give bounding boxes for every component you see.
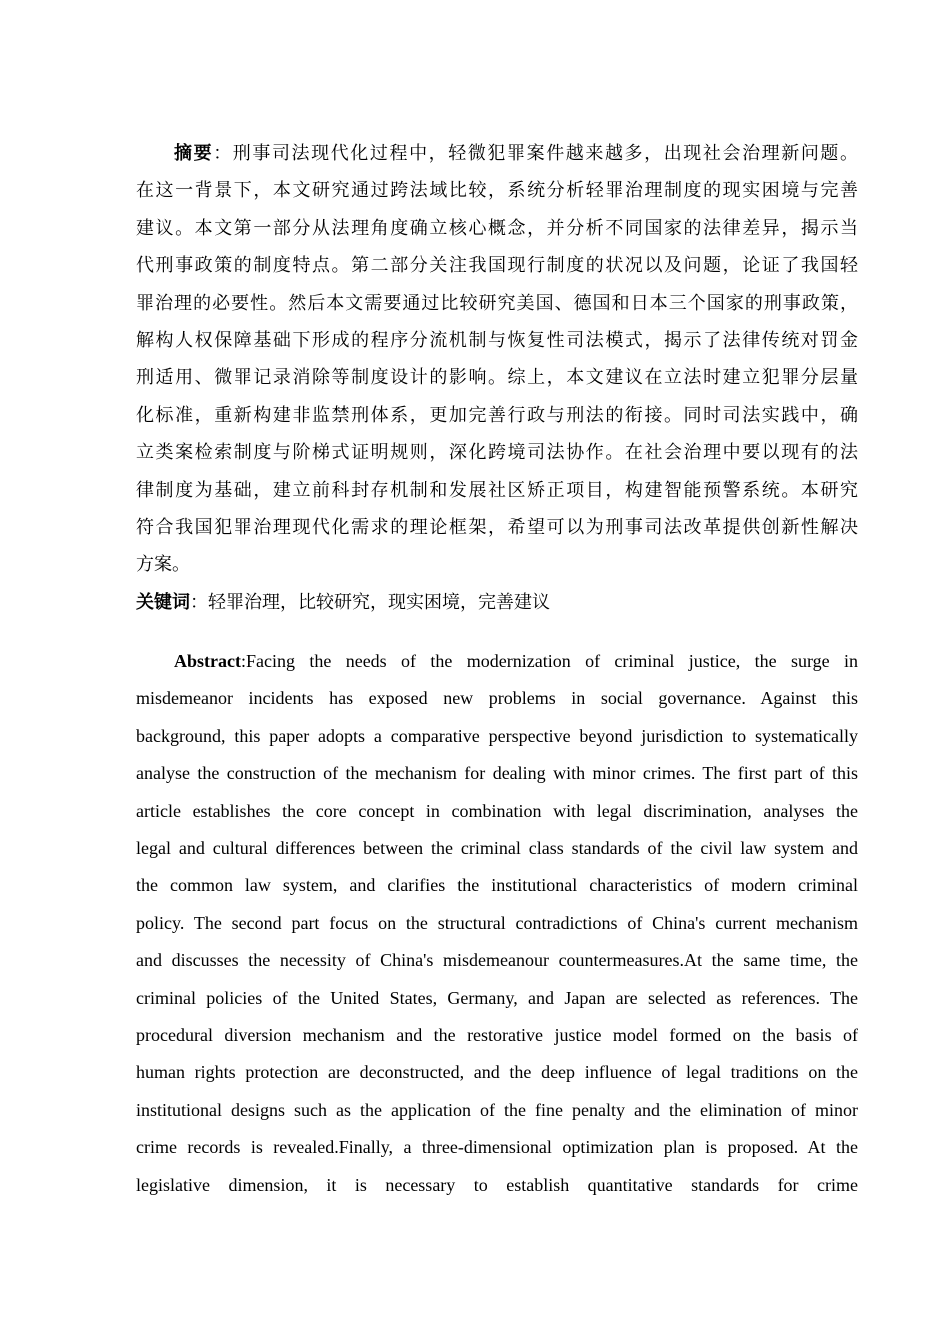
text-line: crime records is revealed.Finally, a three-dimensional optimization plan is proposed. At the	[136, 1137, 858, 1158]
text-line: 符合我国犯罪治理现代化需求的理论框架，希望可以为刑事司法改革提供创新性解决	[136, 516, 858, 538]
text-line: 代刑事政策的制度特点。第二部分关注我国现行制度的状况以及问题，论证了我国轻	[136, 255, 858, 277]
text-line: misdemeanor incidents has exposed new problems in social governance. Against this	[136, 688, 858, 709]
keywords-text: 轻罪治理，比较研究，现实困境，完善建议	[208, 591, 550, 613]
text-line: Abstract:Facing the needs of the modernization of criminal justice, the surge in	[174, 651, 858, 672]
text-line: 化标准，重新构建非监禁刑体系，更加完善行政与刑法的衔接。同时司法实践中，确	[136, 404, 858, 426]
text-line: human rights protection are deconstructed, and the deep influence of legal traditions on the	[136, 1062, 858, 1083]
text-line: criminal policies of the United States, Germany, and Japan are selected as references. The	[136, 987, 858, 1008]
text-line: article establishes the core concept in combination with legal discrimination, analyses the	[136, 800, 858, 821]
abstract-zh	[136, 135, 858, 584]
document-page	[136, 135, 858, 1204]
text-line: the common law system, and clarifies the institutional characteristics of modern criminal	[136, 875, 858, 896]
text-line: institutional designs such as the application of the fine penalty and the elimination of minor	[136, 1099, 858, 1120]
abstract-label: Abstract	[174, 651, 241, 672]
text-line: procedural diversion mechanism and the restorative justice model formed on the basis of	[136, 1024, 858, 1045]
text-line: 在这一背景下，本文研究通过跨法域比较，系统分析轻罪治理制度的现实困境与完善	[136, 180, 858, 202]
text-line: legislative dimension, it is necessary to establish quantitative standards for crime	[136, 1174, 858, 1195]
text-line: 方案。	[136, 554, 190, 576]
text-line: background, this paper adopts a comparative perspective beyond jurisdiction to systematically	[136, 725, 858, 746]
text-line: and discusses the necessity of China's misdemeanour countermeasures.At the same time, the	[136, 950, 858, 971]
text-line: 建议。本文第一部分从法理角度确立核心概念，并分析不同国家的法律差异，揭示当	[136, 217, 858, 239]
text-line: policy. The second part focus on the structural contradictions of China's current mechanism	[136, 912, 858, 933]
text-line: 罪治理的必要性。然后本文需要通过比较研究美国、德国和日本三个国家的刑事政策，	[136, 292, 858, 314]
text-line: legal and cultural differences between the criminal class standards of the civil law system and	[136, 838, 858, 859]
text-line: 摘要：刑事司法现代化过程中，轻微犯罪案件越来越多，出现社会治理新问题。	[174, 143, 858, 164]
text-line: 刑适用、微罪记录消除等制度设计的影响。综上，本文建议在立法时建立犯罪分层量	[136, 367, 858, 389]
abstract-en	[136, 643, 858, 1204]
keywords-label: 关键词	[136, 591, 190, 613]
text-line: 律制度为基础，建立前科封存机制和发展社区矫正项目，构建智能预警系统。本研究	[136, 479, 858, 501]
text-line: 立类案检索制度与阶梯式证明规则，深化跨境司法协作。在社会治理中要以现有的法	[136, 442, 858, 464]
keywords-zh: 关键词：轻罪治理，比较研究，现实困境，完善建议	[136, 591, 550, 613]
abstract-label: 摘要	[174, 143, 214, 164]
text-line: analyse the construction of the mechanism for dealing with minor crimes. The first part of this	[136, 763, 858, 784]
text-line: 解构人权保障基础下形成的程序分流机制与恢复性司法模式，揭示了法律传统对罚金	[136, 329, 858, 351]
